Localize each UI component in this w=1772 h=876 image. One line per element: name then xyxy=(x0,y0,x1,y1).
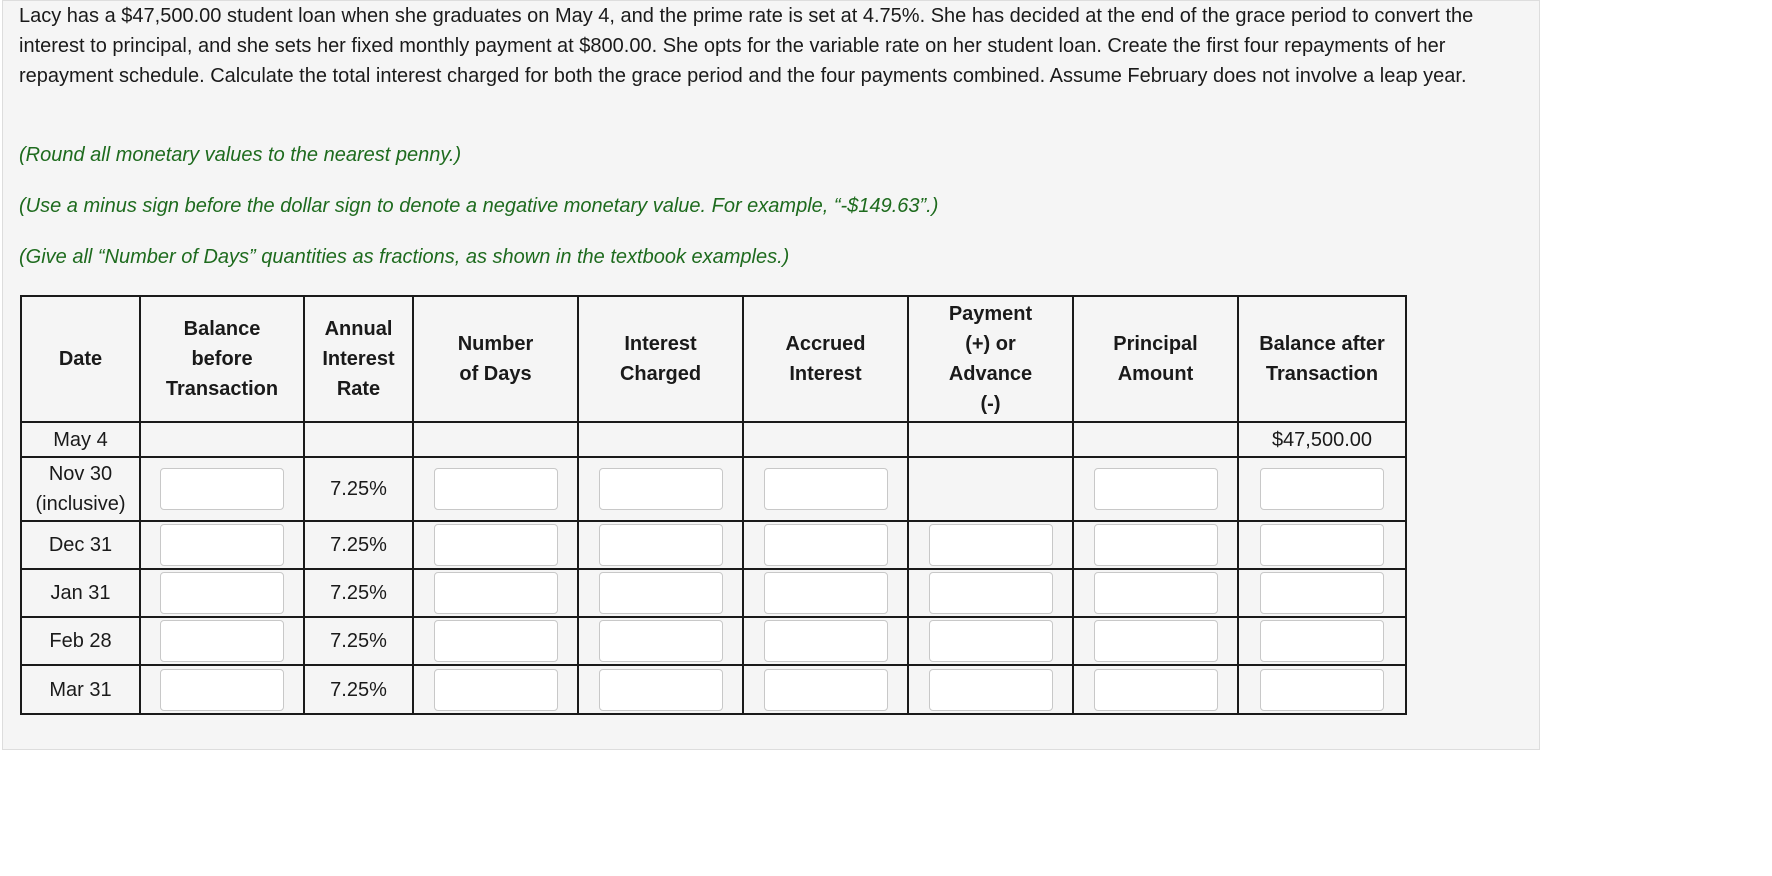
interest-charged-cell xyxy=(578,457,743,521)
interest-charged-input[interactable] xyxy=(599,572,723,614)
accrued-interest-cell xyxy=(743,617,908,665)
header-row xyxy=(21,296,1406,422)
payment-input[interactable] xyxy=(929,620,1053,662)
principal-cell xyxy=(1073,521,1238,569)
number-of-days-input[interactable] xyxy=(434,524,558,566)
balance-after-cell xyxy=(1238,569,1406,617)
question-text: Lacy has a $47,500.00 student loan when she graduates on May 4, and the prime rate is set at 4.75%. She has decided at the end of the grace period to convert the interest to principal, and she sets her fixed monthly payment at $800.00. She opts for the variable rate on her student loan. Create the first four repayments of her repayment schedule. Calculate the total interest charged for both the grace period and the four payments combined. Assume February does not involve a leap year. xyxy=(19,5,1474,87)
header-number-of-days: Number of Days xyxy=(413,296,578,422)
date-cell: Feb 28 xyxy=(21,617,140,665)
rate-cell: 7.25% xyxy=(304,457,413,521)
number-of-days-input[interactable] xyxy=(434,468,558,510)
interest-charged-cell xyxy=(578,569,743,617)
rounding-note: (Round all monetary values to the nearest penny.) xyxy=(19,144,462,166)
date-cell: Dec 31 xyxy=(21,521,140,569)
days-cell xyxy=(413,422,578,457)
rate-cell xyxy=(304,422,413,457)
principal-amount-input[interactable] xyxy=(1094,620,1218,662)
balance-after-input[interactable] xyxy=(1260,468,1384,510)
interest-charged-cell xyxy=(578,665,743,714)
balance-after-input[interactable] xyxy=(1260,572,1384,614)
accrued-interest-input[interactable] xyxy=(764,468,888,510)
balance-before-input[interactable] xyxy=(160,669,284,711)
rate-cell: 7.25% xyxy=(304,569,413,617)
balance-before-cell xyxy=(140,521,304,569)
number-of-days-input[interactable] xyxy=(434,620,558,662)
question-panel xyxy=(2,0,1540,750)
days-cell xyxy=(413,521,578,569)
balance-after-input[interactable] xyxy=(1260,669,1384,711)
accrued-interest-cell xyxy=(743,665,908,714)
payment-cell xyxy=(908,521,1073,569)
table-row xyxy=(21,422,1406,457)
principal-amount-input[interactable] xyxy=(1094,524,1218,566)
balance-after-cell xyxy=(1238,457,1406,521)
table-row xyxy=(21,569,1406,617)
balance-after-input[interactable] xyxy=(1260,524,1384,566)
payment-cell xyxy=(908,665,1073,714)
payment-cell xyxy=(908,617,1073,665)
rate-cell: 7.25% xyxy=(304,665,413,714)
principal-cell xyxy=(1073,457,1238,521)
accrued-interest-input[interactable] xyxy=(764,524,888,566)
balance-after-cell: $47,500.00 xyxy=(1238,422,1406,457)
fractions-note: (Give all “Number of Days” quantities as fractions, as shown in the textbook examples.) xyxy=(19,246,790,268)
repayment-schedule-table xyxy=(20,295,1407,715)
balance-before-cell xyxy=(140,617,304,665)
number-of-days-input[interactable] xyxy=(434,572,558,614)
payment-input[interactable] xyxy=(929,669,1053,711)
header-principal-amount: Principal Amount xyxy=(1073,296,1238,422)
table-row xyxy=(21,617,1406,665)
principal-amount-input[interactable] xyxy=(1094,572,1218,614)
rate-cell: 7.25% xyxy=(304,521,413,569)
principal-amount-input[interactable] xyxy=(1094,468,1218,510)
days-cell xyxy=(413,457,578,521)
days-cell xyxy=(413,665,578,714)
payment-cell xyxy=(908,422,1073,457)
header-accrued-interest: Accrued Interest xyxy=(743,296,908,422)
accrued-interest-input[interactable] xyxy=(764,669,888,711)
interest-charged-input[interactable] xyxy=(599,669,723,711)
interest-charged-cell xyxy=(578,521,743,569)
interest-charged-input[interactable] xyxy=(599,468,723,510)
header-date: Date xyxy=(21,296,140,422)
balance-after-cell xyxy=(1238,521,1406,569)
principal-cell xyxy=(1073,422,1238,457)
accrued-interest-cell xyxy=(743,569,908,617)
balance-before-cell xyxy=(140,422,304,457)
balance-before-cell xyxy=(140,457,304,521)
date-cell: Mar 31 xyxy=(21,665,140,714)
interest-charged-input[interactable] xyxy=(599,524,723,566)
principal-cell xyxy=(1073,665,1238,714)
date-cell: Jan 31 xyxy=(21,569,140,617)
rate-cell: 7.25% xyxy=(304,617,413,665)
payment-input[interactable] xyxy=(929,524,1053,566)
principal-cell xyxy=(1073,617,1238,665)
balance-before-input[interactable] xyxy=(160,572,284,614)
accrued-interest-cell xyxy=(743,422,908,457)
payment-cell xyxy=(908,569,1073,617)
interest-charged-cell xyxy=(578,617,743,665)
balance-before-cell xyxy=(140,665,304,714)
table-row xyxy=(21,665,1406,714)
header-balance-after: Balance after Transaction xyxy=(1238,296,1406,422)
balance-after-input[interactable] xyxy=(1260,620,1384,662)
number-of-days-input[interactable] xyxy=(434,669,558,711)
days-cell xyxy=(413,617,578,665)
date-cell: Nov 30 (inclusive) xyxy=(21,457,140,521)
principal-cell xyxy=(1073,569,1238,617)
balance-before-input[interactable] xyxy=(160,620,284,662)
balance-before-input[interactable] xyxy=(160,524,284,566)
payment-input[interactable] xyxy=(929,572,1053,614)
payment-cell xyxy=(908,457,1073,521)
accrued-interest-input[interactable] xyxy=(764,620,888,662)
date-cell: May 4 xyxy=(21,422,140,457)
accrued-interest-input[interactable] xyxy=(764,572,888,614)
header-annual-interest-rate: Annual Interest Rate xyxy=(304,296,413,422)
balance-after-cell xyxy=(1238,665,1406,714)
table-row xyxy=(21,457,1406,521)
header-interest-charged: Interest Charged xyxy=(578,296,743,422)
balance-after-cell xyxy=(1238,617,1406,665)
interest-charged-cell xyxy=(578,422,743,457)
balance-before-input[interactable] xyxy=(160,468,284,510)
table-row xyxy=(21,521,1406,569)
header-balance-before: Balance before Transaction xyxy=(140,296,304,422)
days-cell xyxy=(413,569,578,617)
balance-before-cell xyxy=(140,569,304,617)
interest-charged-input[interactable] xyxy=(599,620,723,662)
principal-amount-input[interactable] xyxy=(1094,669,1218,711)
accrued-interest-cell xyxy=(743,521,908,569)
accrued-interest-cell xyxy=(743,457,908,521)
header-payment-or-advance: Payment (+) or Advance (-) xyxy=(908,296,1073,422)
minus-sign-note: (Use a minus sign before the dollar sign to denote a negative monetary value. For example, “-$149.63”.) xyxy=(19,195,939,217)
